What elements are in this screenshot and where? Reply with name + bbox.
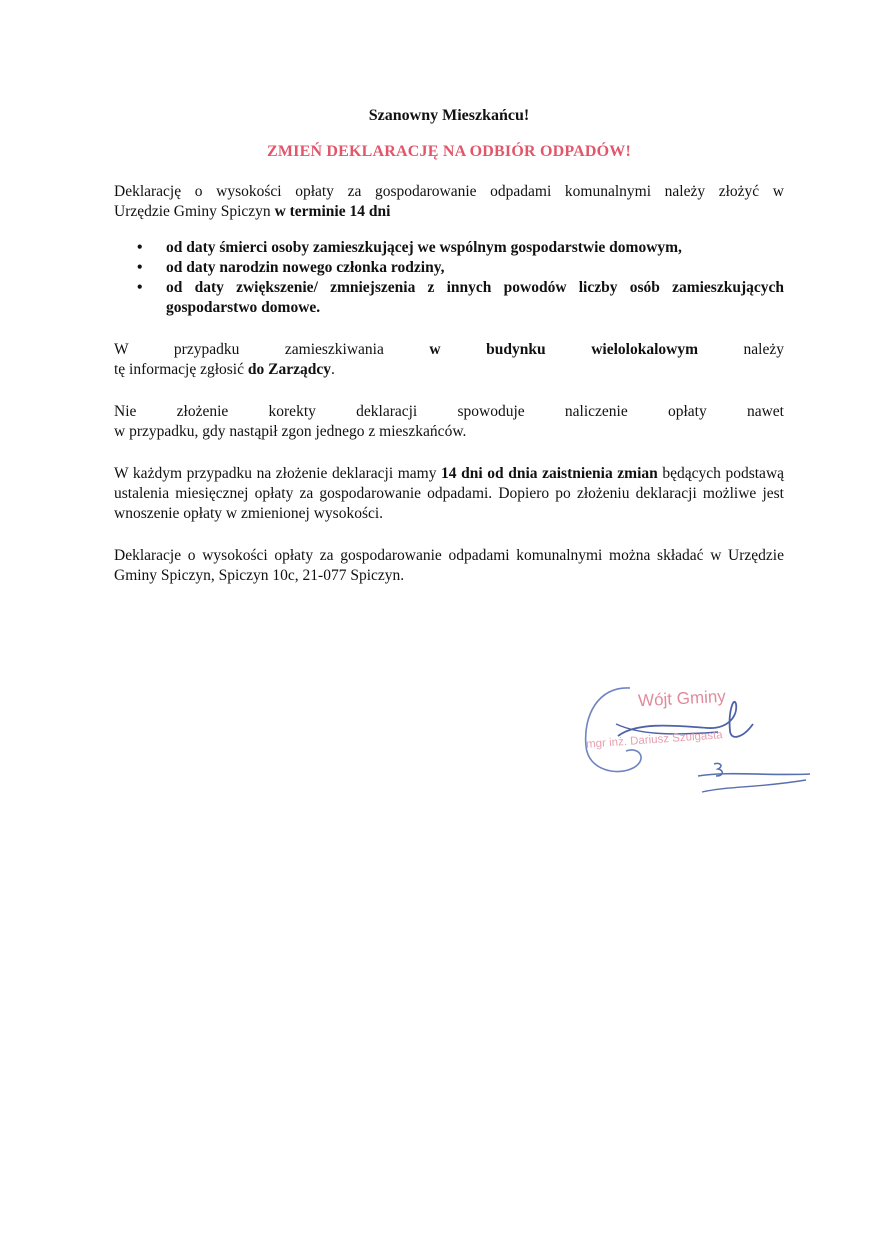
letter-body [114, 100, 784, 586]
bullet-text: od daty narodzin nowego członka rodziny, [166, 259, 445, 276]
building-line-2 [114, 360, 784, 380]
deadline-text: W każdym przypadku na złożenie deklaracji mamy [114, 465, 442, 482]
deadline-paragraph [114, 464, 784, 524]
correction-paragraph [114, 402, 784, 442]
building-text-end: należy [697, 341, 784, 358]
list-item [114, 258, 784, 278]
intro-paragraph [114, 182, 784, 222]
intro-office: Urzędzie Gminy Spiczyn [114, 203, 275, 220]
list-item [114, 278, 784, 318]
bullet-text: od daty zwiększenie/ zmniejszenia z innych powodów liczby osób zamieszkujących gospodarstwo domowe. [166, 279, 784, 316]
headline: ZMIEŃ DEKLARACJĘ NA ODBIÓR ODPADÓW! [266, 143, 632, 160]
bullet-dot: • [137, 239, 143, 256]
greeting: Szanowny Mieszkańcu! [368, 107, 530, 124]
list-item [114, 238, 784, 258]
intro-line-1: Deklarację o wysokości opłaty za gospodarowanie odpadami komunalnymi należy złożyć w [114, 183, 784, 200]
bullet-text: od daty śmierci osoby zamieszkującej we wspólnym gospodarstwie domowym, [166, 239, 682, 256]
building-line-1 [114, 340, 784, 360]
correction-line-2: w przypadku, gdy nastąpił zgon jednego z mieszkańców. [114, 423, 467, 440]
deadline-bold: 14 dni od dnia zaistnienia zmian [441, 465, 658, 482]
building-text: W przypadku zamieszkiwania [114, 341, 430, 358]
correction-line-1: Nie złożenie korekty deklaracji spowoduje naliczenie opłaty nawet [114, 403, 784, 420]
building-type: w budynku wielolokalowym [429, 341, 698, 358]
stamp-name: mgr inż. Dariusz Szulgasta [585, 729, 724, 751]
bullet-list [114, 238, 784, 318]
deadline-text-end: będących podstawą ustalenia miesięcznej opłaty za gospodarowanie odpadami. Dopiero po złożeniu deklaracji możliwe jest wnoszenie opłaty w zmienionej wysokości. [114, 465, 785, 522]
period: . [330, 361, 335, 378]
building-paragraph [114, 340, 784, 380]
manager-text: do Zarządcy [247, 361, 331, 378]
report-text: tę informację zgłosić [114, 361, 248, 378]
intro-line-2 [114, 202, 784, 222]
intro-deadline: w terminie 14 dni [274, 203, 391, 220]
bullet-dot: • [137, 279, 143, 296]
bullet-dot: • [137, 259, 143, 276]
address-paragraph: Deklaracje o wysokości opłaty za gospodarowanie odpadami komunalnymi można składać w Urzędzie Gminy Spiczyn, Spiczyn 10c, 21-077 Spiczyn. [114, 547, 784, 584]
stamp-title: Wójt Gminy [637, 686, 727, 711]
